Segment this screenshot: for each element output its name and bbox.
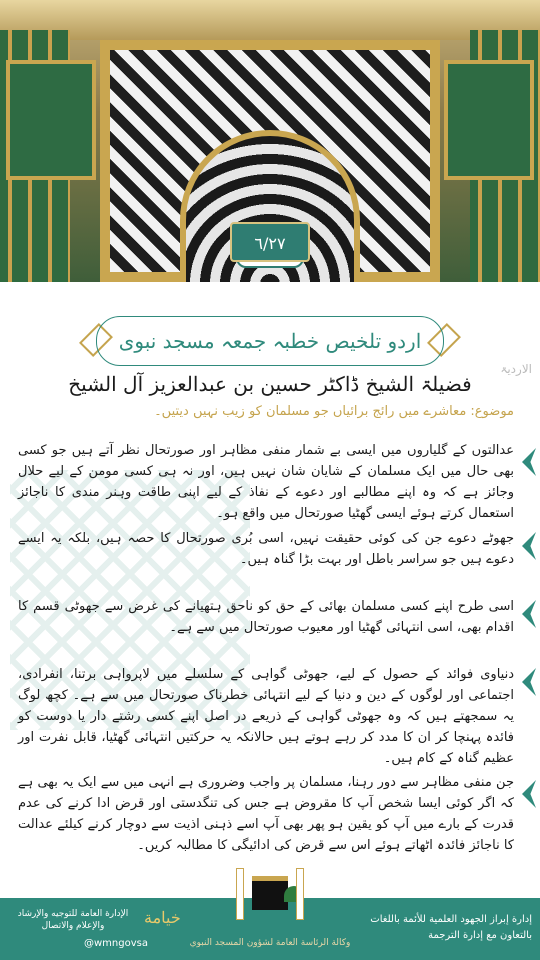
footer-agency: وكالة الرئاسة العامة لشؤون المسجد النبوي xyxy=(189,938,351,948)
mosques-emblem-icon xyxy=(230,868,310,928)
paragraph-5: جن منفی مظاہر سے دور رہنا، مسلمان پر واجب وضروری ہے انہی میں سے ایک یہ بھی ہے کہ اگر کوئی ایسا شخص آپ کا مقروض ہے جس کی تنگدستی اور قرض ادا کرنے کی عدم قدرت کے بارے میں آپ کو یقین ہو پھر بھی آپ اسے ذہنی اذیت سے دوچار کرنے کیلئے عدالت کا ناجائز فائدہ اٹھاتے ہوئے اس سے قرض کی ادائیگی کا مطالبہ کریں۔ xyxy=(18,775,514,853)
bullet-arrow-icon xyxy=(522,532,536,560)
bullet-arrow-icon xyxy=(522,600,536,628)
bullet-arrow-icon xyxy=(522,780,536,808)
ornament-band xyxy=(0,0,540,40)
hijri-date: ٦/٢٧ xyxy=(230,222,310,262)
paragraph-3: اسی طرح اپنے کسی مسلمان بھائی کے حق کو ناحق ہتھیانے کی غرض سے جھوٹی قسم کا اقدام بھی، اسی انتہائی گھٹیا اور معیوب صورتحال میں سے ہے۔ xyxy=(18,599,514,635)
kaaba-icon xyxy=(252,876,288,910)
bullet-arrow-icon xyxy=(522,448,536,476)
paragraph-2: جھوٹے دعوے جن کی کوئی حقیقت نہیں، اسی بُری صورتحال کا حصہ ہیں، بلکہ یہ ایسے دعوے ہیں جو سراسر باطل اور بہت بڑا گناہ ہیں۔ xyxy=(18,531,514,567)
calligraphy-panel-right xyxy=(444,60,534,180)
footer-organization xyxy=(370,912,532,944)
bullet-arrow-icon xyxy=(522,668,536,696)
khiyama-logo: خيامة xyxy=(144,908,181,927)
paragraph-1: عدالتوں کے گلیاروں میں ایسی بے شمار منفی مظاہر اور صورتحال نظر آتے ہیں جو کسی بھی حال میں ایک مسلمان کے شایان شان نہیں ہیں، اور نہ ہی کسی مومن کے لیے حلال وجائز ہے کہ وہ اپنے مطالبے اور دعوے کے نفاذ کے لیے اپنی طاقت وہنر مندی کا ناجائز استعمال کرتے ہوئے ایسی گھٹیا صورتحال میں واقع ہو۔ xyxy=(18,443,514,521)
language-label: الاردیۃ xyxy=(500,362,532,376)
page-title: اردو تلخیص خطبہ جمعہ مسجد نبوی xyxy=(96,316,444,366)
paragraph-4: دنیاوی فوائد کے حصول کے لیے، جھوٹی گواہی کے سلسلے میں لاپرواہی برتنا، انفرادی، اجتماعی اور لوگوں کے دین و دنیا کے لیے انتہائی خطرناک صورتحال میں سے ہے۔ کچھ لوگ یہ سمجھتے ہیں کہ وہ جھوٹی گواہی کے ذریعے در اصل اپنے کسی رشتے دار یا دوست کو فائدہ پہنچا کر ان کا مدد کر رہے ہوتے ہیں حالانکہ یہ حرکتیں انتہائی گھٹیا، قابل نفرت اور عظیم گناہ کے کام ہیں۔ xyxy=(18,667,514,766)
calligraphy-panel-left xyxy=(6,60,96,180)
footer-right-line1: إدارة إبراز الجهود العلمية للأئمة باللغات xyxy=(370,914,532,925)
minaret-icon xyxy=(236,868,244,920)
footer-right-line2: بالتعاون مع إدارة الترجمة xyxy=(428,930,532,941)
topic-line: موضوع: معاشرے میں رائج برائیاں جو مسلمان کو زیب نہیں دیتیں۔ xyxy=(154,404,514,419)
speaker-name: فضیلۃ الشیخ ڈاکٹر حسین بن عبدالعزیز آل الشیخ xyxy=(68,372,472,396)
minaret-icon xyxy=(296,868,304,920)
social-handle: @wmngovsa xyxy=(84,938,148,949)
footer-directorate: الإدارة العامة للتوجيه والإرشاد والإعلام والاتصال xyxy=(17,909,129,931)
